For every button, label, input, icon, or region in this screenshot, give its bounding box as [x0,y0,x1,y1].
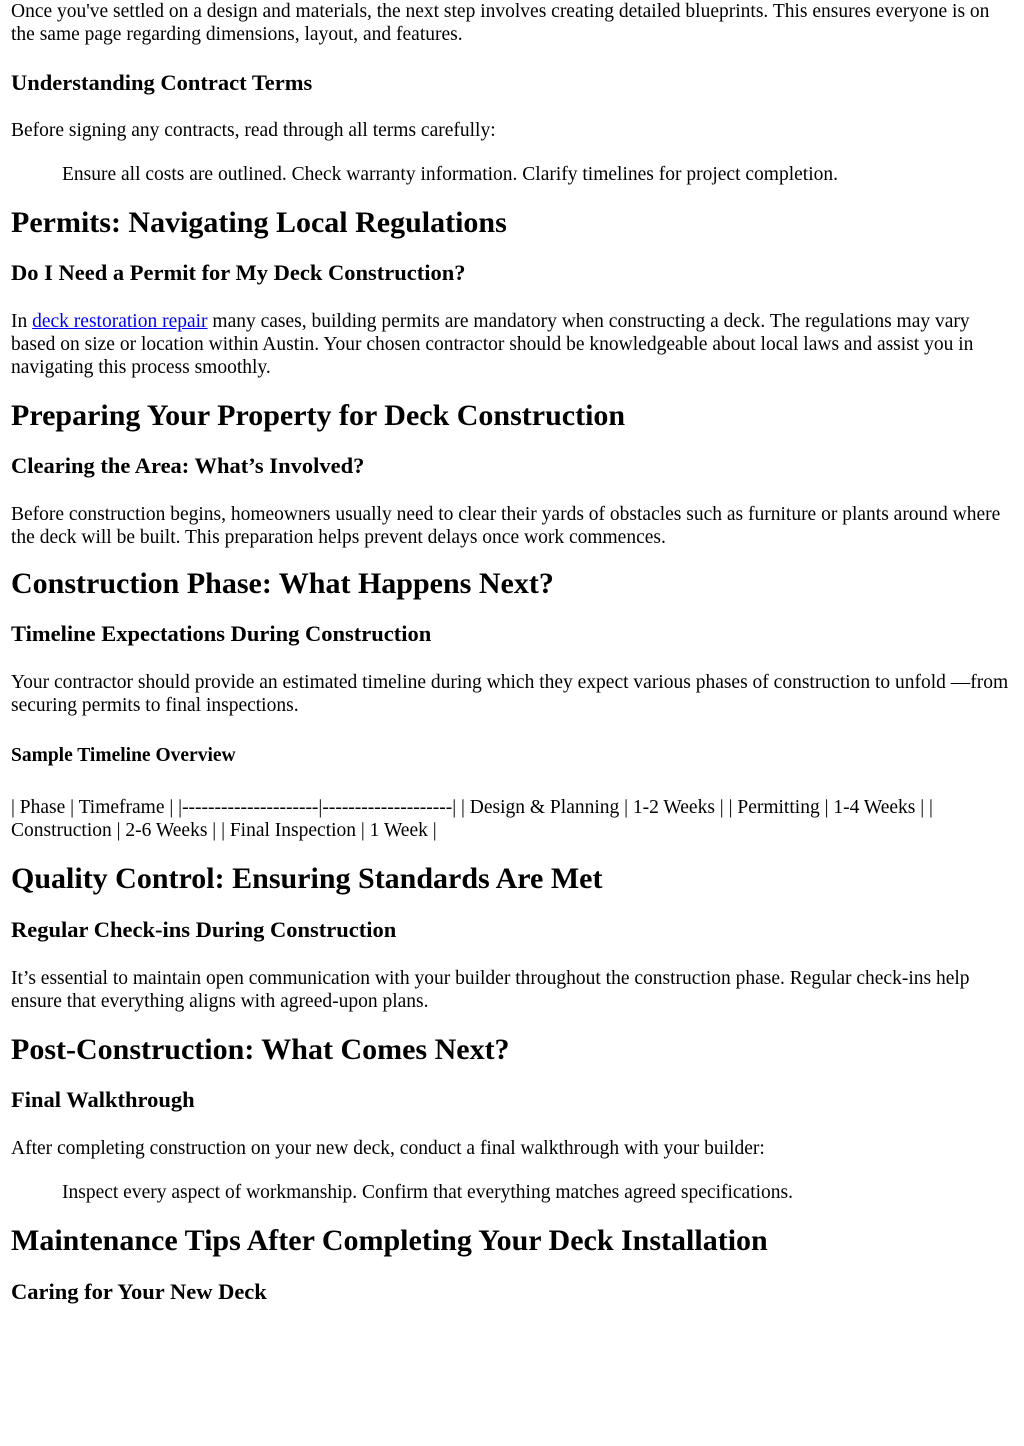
permits-paragraph [11,310,1014,379]
construction-subheading: Timeline Expectations During Construction [11,621,432,646]
preparing-subheading: Clearing the Area: What’s Involved? [11,453,365,478]
deck-restoration-link[interactable]: deck restoration repair [32,311,208,332]
quality-paragraph: It’s essential to maintain open communication with your builder throughout the construction phase. Regular check-ins help ensure that everything aligns with agreed-upon plans. [11,968,970,1012]
quality-subheading: Regular Check-ins During Construction [11,917,397,942]
preparing-heading: Preparing Your Property for Deck Construction [11,399,626,432]
construction-heading: Construction Phase: What Happens Next? [11,567,554,600]
timeline-heading: Sample Timeline Overview [11,745,236,766]
post-paragraph: After completing construction on your new deck, conduct a final walkthrough with your builder: [11,1138,765,1159]
permits-subheading: Do I Need a Permit for My Deck Construction? [11,260,466,285]
intro-paragraph: Once you've settled on a design and materials, the next step involves creating detailed blueprints. This ensures everyone is on the same page regarding dimensions, layout, and features. [11,1,990,45]
post-blockquote: Inspect every aspect of workmanship. Confirm that everything matches agreed specifications. [62,1182,794,1203]
post-heading: Post-Construction: What Comes Next? [11,1033,510,1066]
permits-text-after: many cases, building permits are mandatory when constructing a deck. The regulations may vary based on size or location within Austin. Your chosen contractor should be knowledgeable about local laws and assist you in navigating this process smoothly. [11,311,974,378]
preparing-paragraph: Before construction begins, homeowners usually need to clear their yards of obstacles such as furniture or plants around where the deck will be built. This preparation helps prevent delays once work commences. [11,504,1001,548]
quality-heading: Quality Control: Ensuring Standards Are Met [11,862,603,895]
permits-text-before: In [11,311,33,332]
contract-blockquote: Ensure all costs are outlined. Check warranty information. Clarify timelines for project completion. [62,164,838,185]
permits-heading: Permits: Navigating Local Regulations [11,206,507,239]
maintenance-heading: Maintenance Tips After Completing Your Deck Installation [11,1224,768,1257]
contract-heading: Understanding Contract Terms [11,70,313,95]
construction-paragraph: Your contractor should provide an estimated timeline during which they expect various phases of construction to unfold —from securing permits to final inspections. [11,672,1009,716]
post-subheading: Final Walkthrough [11,1087,195,1112]
timeline-table-text: | Phase | Timeframe | |---------------------|--------------------| | Design & Planning | 1-2 Weeks | | Permitting | 1-4 Weeks | | Construction | 2-6 Weeks | | Final Inspection | 1 Week | [11,797,933,841]
contract-paragraph: Before signing any contracts, read through all terms carefully: [11,120,496,141]
maintenance-subheading: Caring for Your New Deck [11,1279,267,1304]
